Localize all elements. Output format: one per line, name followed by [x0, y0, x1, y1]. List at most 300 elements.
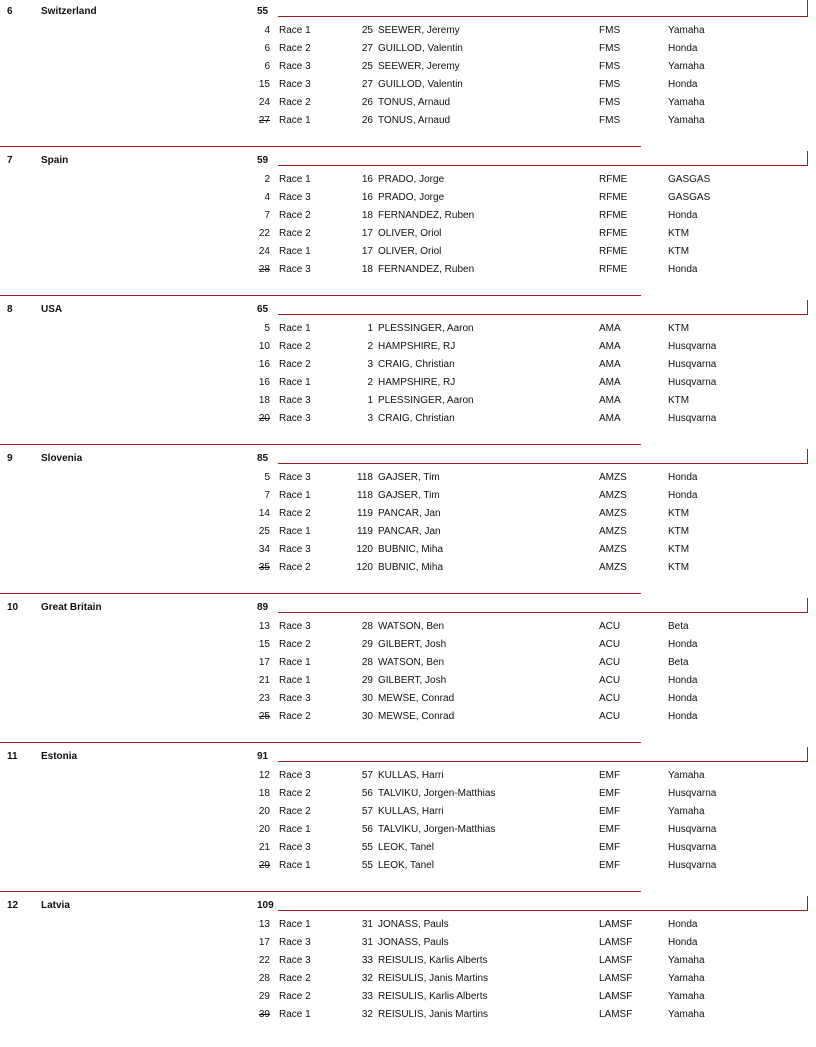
header-top-rule	[0, 444, 641, 445]
nation-block	[0, 302, 816, 451]
rider-number: 30	[361, 711, 373, 722]
rider-name: TONUS, Arnaud	[378, 97, 451, 108]
position-value: 21	[258, 842, 270, 853]
rider-number: 25	[361, 61, 373, 72]
result-row	[0, 1009, 816, 1027]
brand: Husqvarna	[668, 341, 717, 352]
rider-number: 18	[361, 210, 373, 221]
rider-name: WATSON, Ben	[378, 657, 445, 668]
brand: Yamaha	[668, 25, 705, 36]
nation-block	[0, 4, 816, 153]
race-label: Race 1	[279, 675, 311, 686]
rider-name: GUILLOD, Valentin	[378, 79, 463, 90]
header-bracket-rule	[807, 747, 808, 762]
brand: Honda	[668, 639, 698, 650]
brand: Yamaha	[668, 1009, 705, 1020]
rider-number: 119	[357, 526, 373, 537]
rider-name: FERNANDEZ, Ruben	[378, 264, 475, 275]
race-label: Race 3	[279, 413, 311, 424]
rider-number: 29	[361, 675, 373, 686]
header-top-rule	[0, 742, 641, 743]
federation: ACU	[599, 657, 621, 668]
nation-rank: 11	[7, 751, 18, 762]
brand: Husqvarna	[668, 824, 717, 835]
race-label: Race 3	[279, 955, 311, 966]
header-bottom-rule	[278, 612, 808, 613]
rider-number: 3	[367, 359, 373, 370]
header-bracket-rule	[807, 598, 808, 613]
rider-number: 30	[361, 693, 373, 704]
nation-points: 109	[257, 900, 274, 911]
rider-number: 2	[367, 377, 373, 388]
race-label: Race 2	[279, 228, 311, 239]
brand: Honda	[668, 919, 698, 930]
result-row	[0, 770, 816, 788]
federation: ACU	[599, 693, 621, 704]
position-value: 29	[258, 991, 270, 1002]
federation: AMA	[599, 359, 621, 370]
rider-number: 56	[361, 824, 373, 835]
federation: RFME	[599, 228, 628, 239]
header-bottom-rule	[278, 761, 808, 762]
nation-rank: 7	[7, 155, 13, 166]
federation: ACU	[599, 711, 621, 722]
nation-block	[0, 749, 816, 898]
rider-number: 3	[367, 413, 373, 424]
position-value: 20	[258, 806, 270, 817]
brand: KTM	[668, 395, 690, 406]
result-row	[0, 210, 816, 228]
rider-name: GAJSER, Tim	[378, 490, 440, 501]
race-label: Race 1	[279, 115, 311, 126]
result-row	[0, 544, 816, 562]
federation: EMF	[599, 860, 621, 871]
position-value: 22	[258, 228, 270, 239]
brand: Yamaha	[668, 61, 705, 72]
rider-name: MEWSE, Conrad	[378, 711, 455, 722]
federation: RFME	[599, 246, 628, 257]
rider-name: JONASS, Pauls	[378, 919, 449, 930]
rider-name: HAMPSHIRE, RJ	[378, 377, 456, 388]
race-label: Race 3	[279, 842, 311, 853]
rider-number: 31	[361, 937, 373, 948]
race-label: Race 3	[279, 472, 311, 483]
race-label: Race 1	[279, 490, 311, 501]
header-bracket-rule	[807, 151, 808, 166]
rider-name: MEWSE, Conrad	[378, 693, 455, 704]
position-value: 7	[264, 210, 270, 221]
rider-name: BUBNIC, Miha	[378, 562, 444, 573]
federation: LAMSF	[599, 937, 633, 948]
result-row	[0, 359, 816, 377]
rider-number: 55	[361, 860, 373, 871]
rider-name: PRADO, Jorge	[378, 192, 445, 203]
position-value: 5	[264, 472, 270, 483]
federation: FMS	[599, 25, 621, 36]
brand: Yamaha	[668, 973, 705, 984]
result-row	[0, 472, 816, 490]
brand: KTM	[668, 526, 690, 537]
position-value: 4	[264, 25, 270, 36]
result-row	[0, 788, 816, 806]
nation-name: Slovenia	[41, 453, 83, 464]
rider-name: CRAIG, Christian	[378, 413, 455, 424]
brand: Husqvarna	[668, 860, 717, 871]
rider-name: KULLAS, Harri	[378, 806, 444, 817]
result-row	[0, 860, 816, 878]
result-row	[0, 955, 816, 973]
result-row	[0, 842, 816, 860]
race-label: Race 2	[279, 562, 311, 573]
rider-number: 118	[357, 472, 373, 483]
result-row	[0, 973, 816, 991]
result-row	[0, 991, 816, 1009]
race-label: Race 1	[279, 174, 311, 185]
race-label: Race 2	[279, 43, 311, 54]
rider-number: 16	[361, 174, 373, 185]
result-row	[0, 693, 816, 711]
rider-number: 17	[361, 246, 373, 257]
nation-points: 55	[257, 6, 269, 17]
race-label: Race 1	[279, 377, 311, 388]
nation-block	[0, 898, 816, 1047]
brand: Yamaha	[668, 955, 705, 966]
brand: KTM	[668, 562, 690, 573]
nation-name: Great Britain	[41, 602, 102, 613]
federation: AMA	[599, 377, 621, 388]
rider-number: 17	[361, 228, 373, 239]
rider-number: 33	[361, 991, 373, 1002]
rider-name: WATSON, Ben	[378, 621, 445, 632]
result-row	[0, 919, 816, 937]
header-bottom-rule	[278, 910, 808, 911]
brand: Yamaha	[668, 115, 705, 126]
nation-name: Latvia	[41, 900, 70, 911]
rider-name: GILBERT, Josh	[378, 639, 447, 650]
position-value: 22	[258, 955, 270, 966]
rider-number: 27	[361, 79, 373, 90]
result-row	[0, 526, 816, 544]
result-row	[0, 25, 816, 43]
race-label: Race 1	[279, 1009, 311, 1020]
race-label: Race 3	[279, 770, 311, 781]
position-value: 21	[258, 675, 270, 686]
nation-rank: 9	[7, 453, 13, 464]
position-value: 18	[258, 395, 270, 406]
race-label: Race 3	[279, 621, 311, 632]
header-bottom-rule	[278, 463, 808, 464]
rider-number: 120	[356, 562, 373, 573]
rider-number: 25	[361, 25, 373, 36]
rider-number: 29	[361, 639, 373, 650]
federation: AMZS	[599, 544, 627, 555]
race-label: Race 2	[279, 210, 311, 221]
nation-name: Spain	[41, 155, 69, 166]
rider-name: SEEWER, Jeremy	[378, 25, 460, 36]
federation: LAMSF	[599, 991, 633, 1002]
rider-name: REISULIS, Karlis Alberts	[378, 955, 488, 966]
federation: EMF	[599, 806, 621, 817]
federation: AMZS	[599, 526, 627, 537]
federation: EMF	[599, 824, 621, 835]
federation: EMF	[599, 788, 621, 799]
brand: Husqvarna	[668, 842, 717, 853]
rider-number: 57	[361, 806, 373, 817]
race-label: Race 1	[279, 919, 311, 930]
race-label: Race 1	[279, 824, 311, 835]
rider-number: 56	[361, 788, 373, 799]
rider-name: PRADO, Jorge	[378, 174, 445, 185]
brand: Honda	[668, 711, 698, 722]
brand: Honda	[668, 693, 698, 704]
rider-number: 32	[361, 1009, 373, 1020]
position-value: 23	[258, 693, 270, 704]
result-row	[0, 508, 816, 526]
brand: Honda	[668, 264, 698, 275]
position-value: 17	[258, 937, 270, 948]
race-label: Race 2	[279, 341, 311, 352]
rider-name: FERNANDEZ, Ruben	[378, 210, 475, 221]
position-value: 28	[258, 264, 270, 275]
position-value: 18	[258, 788, 270, 799]
position-value: 2	[264, 174, 270, 185]
nation-name: USA	[41, 304, 63, 315]
position-value: 39	[258, 1009, 270, 1020]
result-row	[0, 79, 816, 97]
race-label: Race 2	[279, 711, 311, 722]
brand: Husqvarna	[668, 359, 717, 370]
nation-name: Switzerland	[41, 6, 97, 17]
federation: ACU	[599, 621, 621, 632]
brand: Husqvarna	[668, 377, 717, 388]
brand: KTM	[668, 228, 690, 239]
brand: Yamaha	[668, 806, 705, 817]
federation: RFME	[599, 192, 628, 203]
header-bracket-rule	[807, 300, 808, 315]
result-row	[0, 824, 816, 842]
brand: Honda	[668, 210, 698, 221]
rider-number: 28	[361, 657, 373, 668]
position-value: 12	[258, 770, 270, 781]
result-row	[0, 413, 816, 431]
rider-number: 120	[356, 544, 373, 555]
nation-rank: 12	[7, 900, 19, 911]
race-label: Race 1	[279, 657, 311, 668]
result-row	[0, 806, 816, 824]
federation: AMA	[599, 413, 621, 424]
position-value: 5	[264, 323, 270, 334]
rider-number: 119	[357, 508, 373, 519]
position-value: 35	[258, 562, 270, 573]
rider-number: 1	[367, 395, 373, 406]
position-value: 14	[258, 508, 270, 519]
result-row	[0, 228, 816, 246]
header-bottom-rule	[278, 165, 808, 166]
position-value: 20	[258, 413, 270, 424]
rider-number: 33	[361, 955, 373, 966]
federation: AMZS	[599, 508, 627, 519]
rider-number: 118	[357, 490, 373, 501]
result-row	[0, 246, 816, 264]
position-value: 24	[258, 97, 270, 108]
brand: KTM	[668, 323, 690, 334]
header-bracket-rule	[807, 0, 808, 17]
rider-name: OLIVER, Oriol	[378, 246, 442, 257]
position-value: 34	[258, 544, 270, 555]
federation: EMF	[599, 842, 621, 853]
nation-points: 89	[257, 602, 269, 613]
position-value: 27	[258, 115, 270, 126]
position-value: 10	[258, 341, 270, 352]
brand: GASGAS	[668, 174, 711, 185]
position-value: 28	[258, 973, 270, 984]
rider-name: GILBERT, Josh	[378, 675, 447, 686]
result-row	[0, 562, 816, 580]
federation: LAMSF	[599, 1009, 633, 1020]
rider-name: TALVIKU, Jorgen-Matthias	[378, 824, 496, 835]
rider-number: 2	[367, 341, 373, 352]
rider-name: REISULIS, Janis Martins	[378, 973, 489, 984]
result-row	[0, 639, 816, 657]
position-value: 13	[258, 621, 270, 632]
nation-name: Estonia	[41, 751, 78, 762]
rider-name: JONASS, Pauls	[378, 937, 449, 948]
rider-number: 55	[361, 842, 373, 853]
rider-name: BUBNIC, Miha	[378, 544, 444, 555]
race-label: Race 2	[279, 973, 311, 984]
rider-number: 57	[361, 770, 373, 781]
position-value: 4	[264, 192, 270, 203]
brand: KTM	[668, 544, 690, 555]
rider-name: LEOK, Tanel	[378, 842, 434, 853]
race-label: Race 3	[279, 264, 311, 275]
rider-name: LEOK, Tanel	[378, 860, 434, 871]
rider-name: TALVIKU, Jorgen-Matthias	[378, 788, 496, 799]
rider-name: REISULIS, Janis Martins	[378, 1009, 489, 1020]
header-bottom-rule	[278, 314, 808, 315]
position-value: 16	[258, 377, 270, 388]
nation-points: 85	[257, 453, 269, 464]
brand: Yamaha	[668, 97, 705, 108]
position-value: 25	[258, 526, 270, 537]
brand: Honda	[668, 472, 698, 483]
federation: ACU	[599, 675, 621, 686]
result-row	[0, 43, 816, 61]
brand: Honda	[668, 79, 698, 90]
race-label: Race 1	[279, 860, 311, 871]
result-row	[0, 341, 816, 359]
rider-name: SEEWER, Jeremy	[378, 61, 460, 72]
race-label: Race 1	[279, 25, 311, 36]
rider-name: PANCAR, Jan	[378, 508, 441, 519]
rider-name: CRAIG, Christian	[378, 359, 455, 370]
rider-name: PLESSINGER, Aaron	[378, 323, 474, 334]
result-row	[0, 61, 816, 79]
brand: Yamaha	[668, 770, 705, 781]
header-bracket-rule	[807, 896, 808, 911]
position-value: 20	[258, 824, 270, 835]
brand: Beta	[668, 621, 689, 632]
position-value: 16	[258, 359, 270, 370]
header-top-rule	[0, 295, 641, 296]
rider-number: 32	[361, 973, 373, 984]
federation: ACU	[599, 639, 621, 650]
federation: FMS	[599, 61, 621, 72]
federation: RFME	[599, 264, 628, 275]
race-label: Race 3	[279, 693, 311, 704]
rider-number: 18	[361, 264, 373, 275]
result-row	[0, 937, 816, 955]
nation-block	[0, 451, 816, 600]
position-value: 17	[258, 657, 270, 668]
race-label: Race 2	[279, 806, 311, 817]
rider-name: KULLAS, Harri	[378, 770, 444, 781]
race-label: Race 2	[279, 97, 311, 108]
nation-block	[0, 153, 816, 302]
rider-number: 1	[367, 323, 373, 334]
result-row	[0, 395, 816, 413]
federation: AMZS	[599, 472, 627, 483]
federation: FMS	[599, 79, 621, 90]
brand: KTM	[668, 508, 690, 519]
brand: Honda	[668, 43, 698, 54]
federation: AMA	[599, 323, 621, 334]
federation: LAMSF	[599, 955, 633, 966]
rider-name: TONUS, Arnaud	[378, 115, 451, 126]
result-row	[0, 490, 816, 508]
result-row	[0, 323, 816, 341]
federation: AMA	[599, 395, 621, 406]
header-top-rule	[0, 146, 641, 147]
race-label: Race 3	[279, 544, 311, 555]
race-label: Race 3	[279, 79, 311, 90]
race-label: Race 3	[279, 61, 311, 72]
header-bracket-rule	[807, 449, 808, 464]
race-label: Race 1	[279, 246, 311, 257]
rider-name: HAMPSHIRE, RJ	[378, 341, 456, 352]
rider-number: 16	[361, 192, 373, 203]
race-label: Race 3	[279, 192, 311, 203]
header-top-rule	[0, 891, 641, 892]
nation-points: 91	[257, 751, 269, 762]
brand: Husqvarna	[668, 413, 717, 424]
race-label: Race 3	[279, 395, 311, 406]
brand: Yamaha	[668, 991, 705, 1002]
brand: KTM	[668, 246, 690, 257]
race-label: Race 2	[279, 788, 311, 799]
position-value: 7	[264, 490, 270, 501]
race-label: Race 2	[279, 359, 311, 370]
brand: Honda	[668, 937, 698, 948]
position-value: 15	[258, 639, 270, 650]
race-label: Race 1	[279, 526, 311, 537]
race-label: Race 1	[279, 323, 311, 334]
nation-points: 59	[257, 155, 269, 166]
brand: Husqvarna	[668, 788, 717, 799]
result-row	[0, 657, 816, 675]
position-value: 25	[258, 711, 270, 722]
brand: GASGAS	[668, 192, 711, 203]
rider-name: REISULIS, Karlis Alberts	[378, 991, 488, 1002]
header-bottom-rule	[278, 16, 808, 17]
brand: Honda	[668, 490, 698, 501]
nation-block	[0, 600, 816, 749]
header-top-rule	[0, 593, 641, 594]
federation: AMZS	[599, 490, 627, 501]
federation: RFME	[599, 174, 628, 185]
nation-rank: 8	[7, 304, 13, 315]
federation: RFME	[599, 210, 628, 221]
